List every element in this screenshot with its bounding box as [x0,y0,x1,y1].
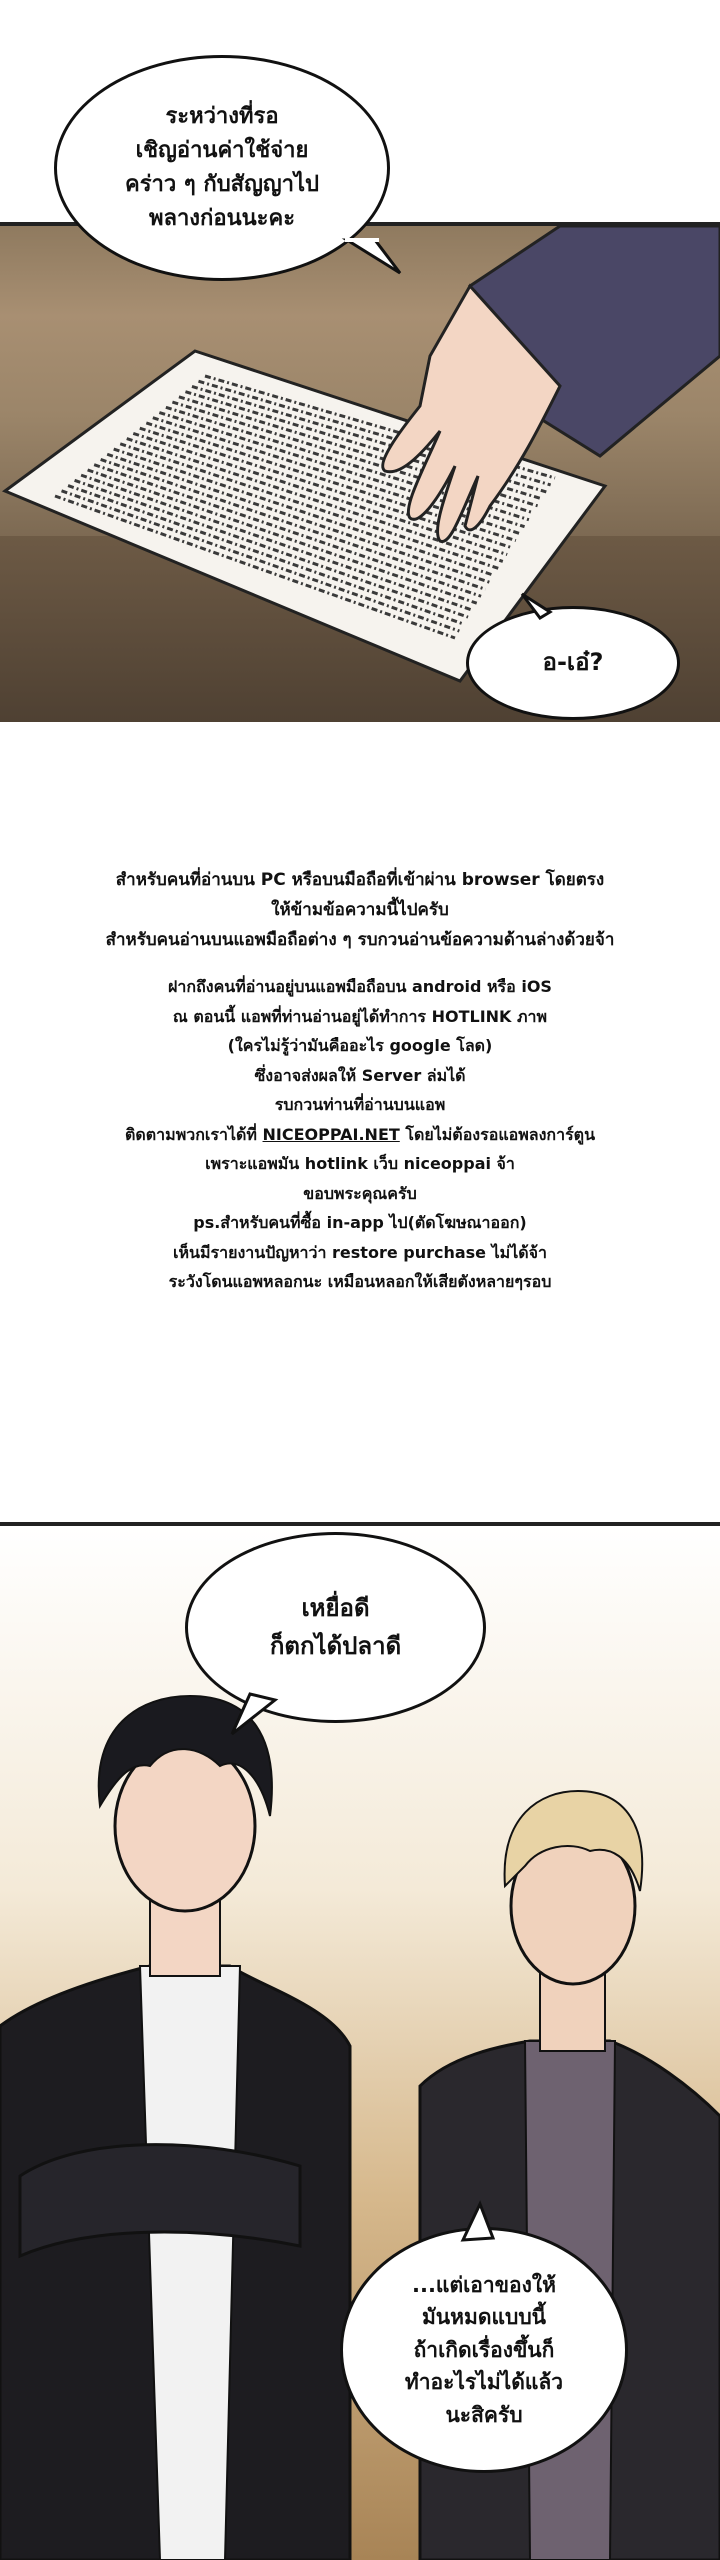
bubble-tail-ah [520,592,560,622]
speech-bubble-waiting [54,55,390,281]
notice-body-line: ps.สำหรับคนที่ซื้อ in-app ไป(ตัดโฆษณาออก) [193,1213,527,1232]
dark-haired-man [0,1696,350,2560]
notice-intro-line: สำหรับคนที่อ่านบน PC หรือบนมือถือที่เข้าผ่าน browser โดยตรง [115,870,605,890]
speech-bubble-but [340,2227,628,2473]
speech-text-bait: เหยื่อดี ก็ตกได้ปลาดี [269,1594,402,1660]
speech-text-ah: อ-เอ๋? [542,648,604,677]
notice-body-line: ณ ตอนนี้ แอพที่ท่านอ่านอยู่ได้ทำการ HOTLINK ภาพ [172,1006,548,1026]
niceoppai-link[interactable]: NICEOPPAI.NET [262,1124,400,1144]
notice-body-line: ระวังโดนแอพหลอกนะ เหมือนหลอกให้เสียตังหลายๆรอบ [168,1272,552,1291]
bubble-tail-but [458,2202,498,2242]
speech-text-waiting: ระหว่างที่รอ เชิญอ่านค่าใช้จ่าย คร่าว ๆ กับสัญญาไป พลางก่อนนะคะ [125,103,319,232]
panel-two-men [0,1522,720,2556]
notice-body-line: รบกวนท่านที่อ่านบนแอพ [274,1095,446,1114]
notice-body [0,972,720,1297]
panel-notice [0,722,720,1522]
bubble-tail-waiting [345,238,405,278]
notice-intro-line: สำหรับคนอ่านบนแอพมือถือต่าง ๆ รบกวนอ่านข้อความด้านล่างด้วยจ้า [105,930,615,950]
notice-body-line: ซึ่งอาจส่งผลให้ Server ล่มได้ [254,1065,466,1085]
notice-body-line: ขอบพระคุณครับ [303,1183,417,1203]
notice-body-line: ฝากถึงคนที่อ่านอยู่บนแอพมือถือบน android หรือ iOS [168,977,552,996]
notice-intro [0,865,720,955]
notice-body-line: เพราะแอพมัน hotlink เว็บ niceoppai จ้า [205,1154,515,1173]
speech-bubble-ah [466,606,680,720]
notice-body-line-with-link: ติดตามพวกเราได้ที่ NICEOPPAI.NET โดยไม่ต้องรอแอพลงการ์ตูน [125,1124,595,1144]
speech-text-but: ...แต่เอาของให้ มันหมดแบบนี้ ถ้าเกิดเรื่องขึ้นก็ ทำอะไรไม่ได้แล้ว นะสิครับ [404,2272,564,2427]
bubble-tail-bait [230,1692,280,1737]
notice-body-line: (ใครไม่รู้ว่ามันคืออะไร google โลด) [227,1036,493,1055]
notice-body-line: เห็นมีรายงานปัญหาว่า restore purchase ไม่ได้จ้า [172,1242,547,1262]
panel-contract-desk [0,0,720,722]
notice-intro-line: ให้ข้ามข้อความนี้ไปครับ [271,900,449,920]
